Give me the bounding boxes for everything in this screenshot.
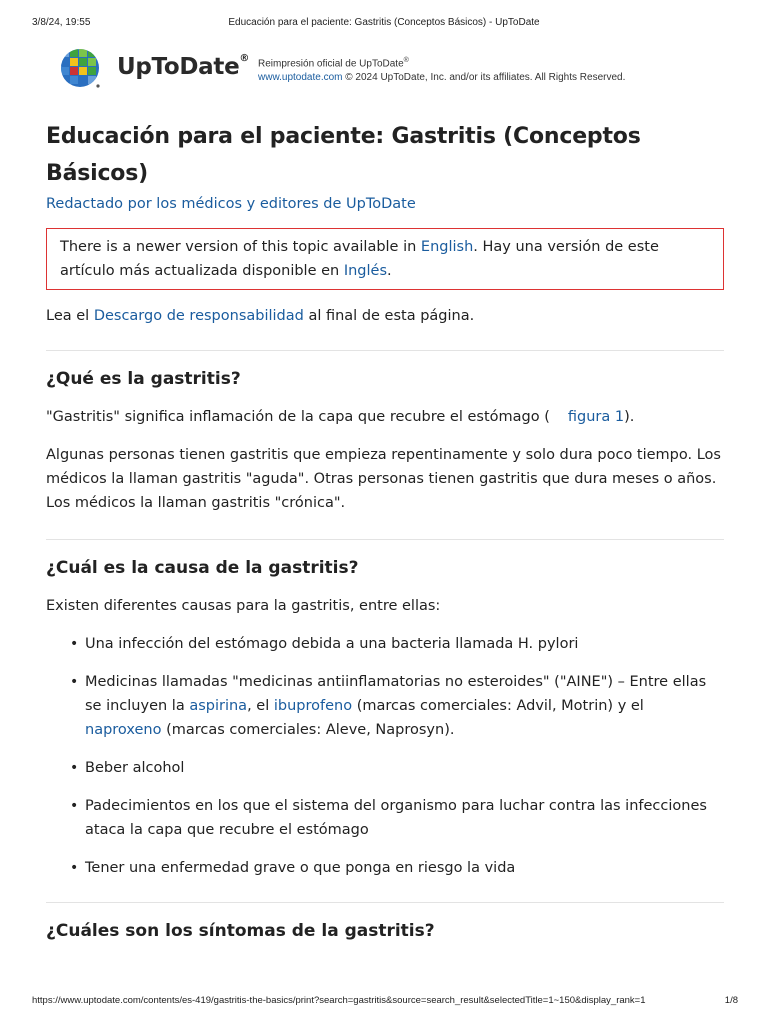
print-url: https://www.uptodate.com/contents/es-419/gastritis-the-basics/print?search=gastritis&source=search_result&selectedTitle=1~150&display_rank=1 bbox=[32, 995, 646, 1006]
section-heading-sintomas: ¿Cuáles son los síntomas de la gastritis? bbox=[46, 921, 435, 941]
list-item: • Padecimientos en los que el sistema del organismo para luchar contra las infecciones ataca la capa que recubre el estómago bbox=[70, 794, 724, 842]
list-item: • Una infección del estómago debida a una bacteria llamada H. pylori bbox=[70, 632, 724, 656]
naproxeno-link[interactable]: naproxeno bbox=[85, 722, 162, 738]
byline-link[interactable]: Redactado por los médicos y editores de UpToDate bbox=[46, 196, 416, 212]
list-item: • Beber alcohol bbox=[70, 756, 724, 780]
english-version-link[interactable]: English bbox=[420, 239, 474, 255]
uptodate-logo-icon bbox=[60, 48, 102, 90]
article-content bbox=[46, 118, 724, 957]
section-heading-causa: ¿Cuál es la causa de la gastritis? bbox=[46, 558, 359, 578]
print-doc-title: Educación para el paciente: Gastritis (Conceptos Básicos) - UpToDate bbox=[228, 17, 540, 28]
paragraph-causes-intro: Existen diferentes causas para la gastritis, entre ellas: bbox=[46, 598, 441, 614]
reprint-notice: Reimpresión oficial de UpToDate® www.uptodate.com © 2024 UpToDate, Inc. and/or its affiliates. All Rights Reserved. bbox=[258, 57, 626, 84]
ibuprofeno-link[interactable]: ibuprofeno bbox=[273, 698, 353, 714]
causes-list bbox=[70, 632, 724, 880]
page-title: Educación para el paciente: Gastritis (Conceptos Básicos) bbox=[46, 124, 641, 186]
aspirina-link[interactable]: aspirina bbox=[189, 698, 248, 714]
paragraph-types: Algunas personas tienen gastritis que empieza repentinamente y solo dura poco tiempo. Los médicos la llaman gastritis "aguda". Otras personas tienen gastritis que dura meses o años. Los médicos la llaman gastritis "crónica". bbox=[46, 447, 721, 511]
list-item: • Medicinas llamadas "medicinas antiinflamatorias no esteroides" ("AINE") – Entre ellas se incluyen la aspirina, el ibuprofeno (marcas comerciales: Advil, Motrin) y el naproxeno (marcas comerciales: Aleve, Naprosyn). bbox=[70, 670, 724, 742]
brand-header bbox=[60, 48, 720, 90]
print-header bbox=[0, 17, 768, 31]
figure-1-link[interactable]: figura 1 bbox=[567, 409, 625, 425]
ingles-version-link[interactable]: Inglés bbox=[343, 263, 388, 279]
paragraph-definition: "Gastritis" significa inflamación de la capa que recubre el estómago ( figura 1). bbox=[46, 409, 635, 425]
print-footer bbox=[0, 995, 768, 1009]
section-heading-que-es: ¿Qué es la gastritis? bbox=[46, 369, 241, 389]
page-number: 1/8 bbox=[724, 995, 738, 1006]
print-date: 3/8/24, 19:55 bbox=[32, 17, 91, 28]
uptodate-wordmark: UpToDate® bbox=[117, 53, 250, 80]
disclaimer-note: Lea el Descargo de responsabilidad al final de esta página. bbox=[46, 308, 475, 324]
uptodate-site-link[interactable]: www.uptodate.com bbox=[258, 72, 343, 84]
disclaimer-link[interactable]: Descargo de responsabilidad bbox=[93, 308, 304, 324]
list-item: • Tener una enfermedad grave o que ponga en riesgo la vida bbox=[70, 856, 724, 880]
newer-version-notice: There is a newer version of this topic available in English. Hay una versión de este artículo más actualizada disponible en Inglés. bbox=[46, 228, 724, 290]
